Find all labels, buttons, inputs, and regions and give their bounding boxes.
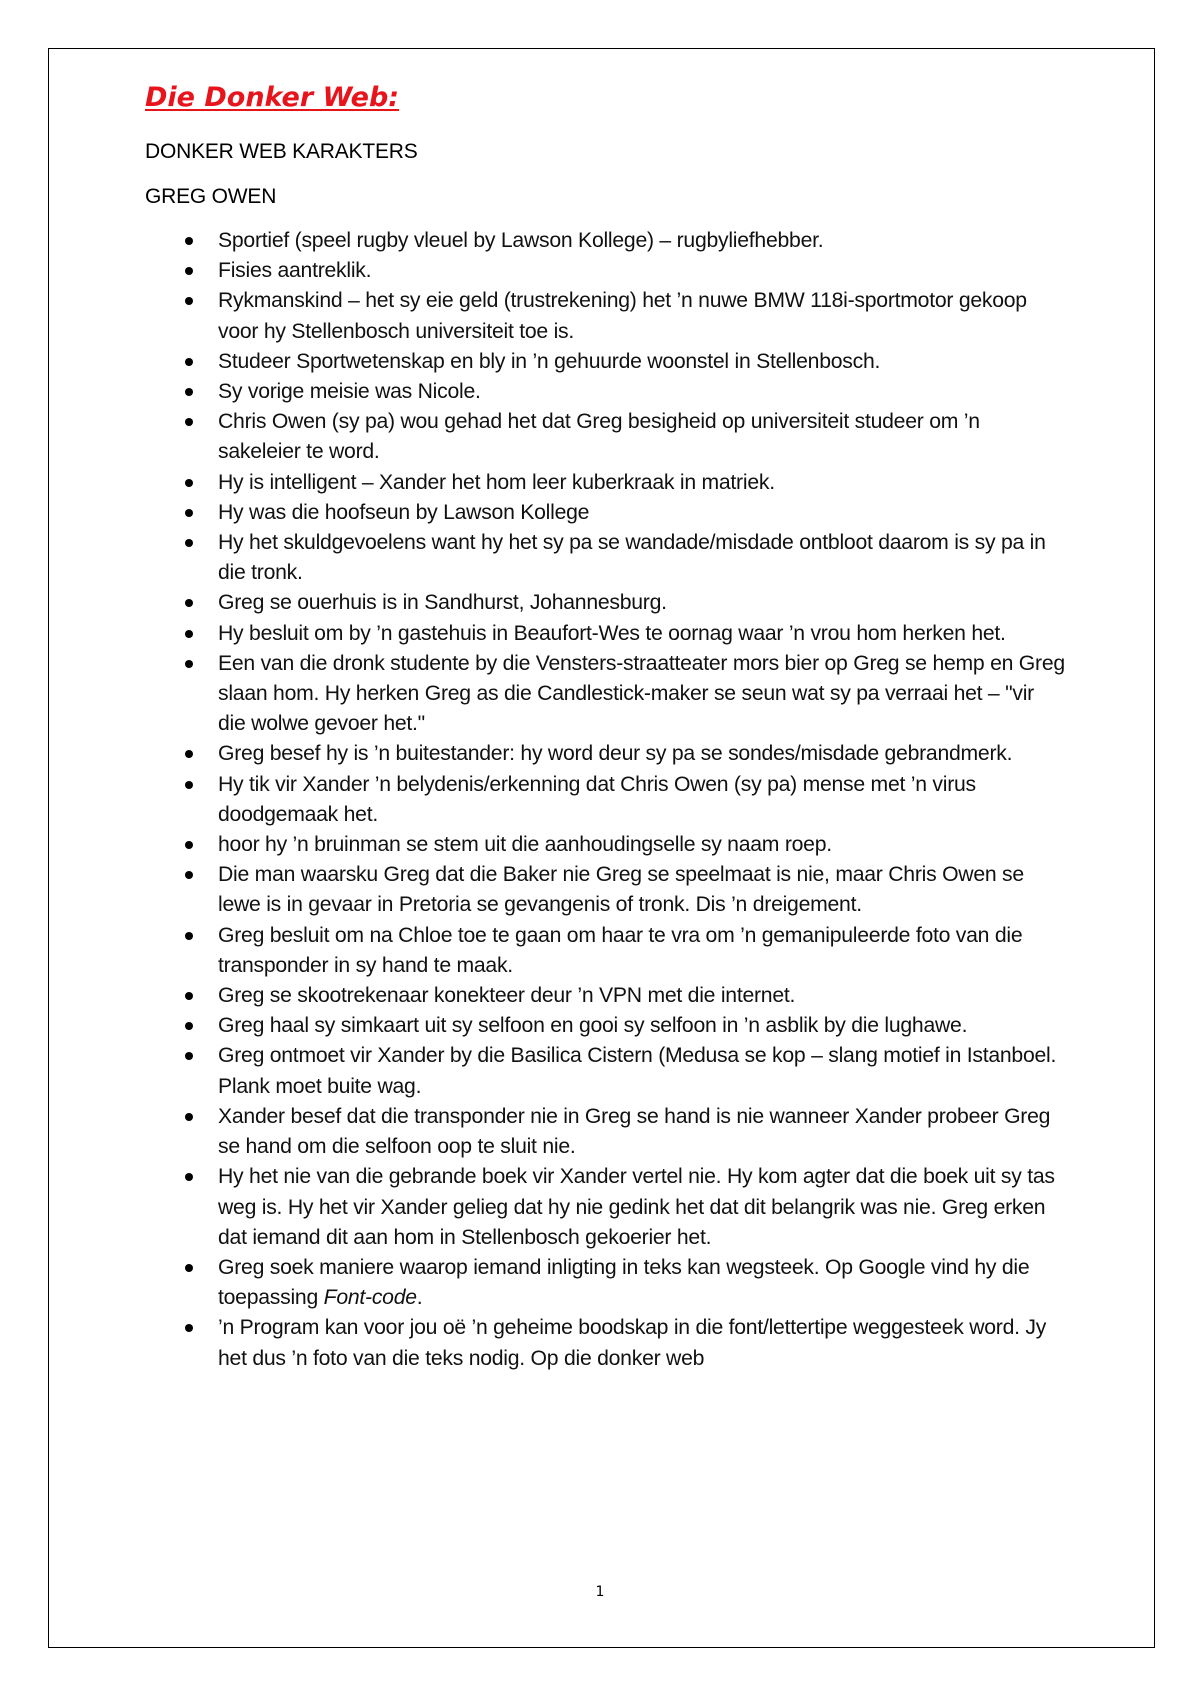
list-item-text: Studeer Sportwetenskap en bly in ’n gehuurde woonstel in Stellenbosch. <box>218 349 881 373</box>
list-item-text: Hy het skuldgevoelens want hy het sy pa se wandade/misdade ontbloot daarom is sy pa in die tronk. <box>218 531 1046 585</box>
list-item-text: Greg soek maniere waarop iemand inligting in teks kan wegsteek. Op Google vind hy die toepassing <box>218 1255 1030 1310</box>
character-facts-list <box>145 226 1065 1374</box>
list-item-text: Hy tik vir Xander ’n belydenis/erkenning dat Chris Owen (sy pa) mense met ’n virus doodgemaak het. <box>218 772 976 826</box>
list-item <box>145 468 1065 498</box>
list-item <box>145 860 1065 920</box>
list-item-text: Greg besluit om na Chloe toe te gaan om haar te vra om ’n gemanipuleerde foto van die transponder in sy hand te maak. <box>218 923 1023 977</box>
list-item <box>145 588 1065 618</box>
list-item <box>145 1011 1065 1041</box>
list-item <box>145 921 1065 981</box>
list-item <box>145 528 1065 588</box>
document-title: Die Donker Web: <box>145 82 400 113</box>
page-number: 1 <box>595 1584 605 1600</box>
section-heading: DONKER WEB KARAKTERS <box>145 140 418 163</box>
list-item <box>145 739 1065 769</box>
list-item-text: Chris Owen (sy pa) wou gehad het dat Greg besigheid op universiteit studeer om ’n sakeleier te word. <box>218 410 980 464</box>
list-item-text: Rykmanskind – het sy eie geld (trustrekening) het ’n nuwe BMW 118i-sportmotor gekoop voor hy Stellenbosch universiteit toe is. <box>218 289 1027 343</box>
document-body <box>145 78 1065 1374</box>
list-item <box>145 347 1065 377</box>
list-item-italic-text: Font-code <box>323 1286 417 1310</box>
list-item <box>145 377 1065 407</box>
list-item <box>145 1313 1065 1373</box>
list-item <box>145 226 1065 256</box>
list-item <box>145 286 1065 346</box>
list-item <box>145 1102 1065 1162</box>
list-item <box>145 407 1065 467</box>
list-item-text-tail: . <box>416 1286 423 1310</box>
list-item-text: Fisies aantreklik. <box>218 259 372 283</box>
list-item-text: Die man waarsku Greg dat die Baker nie Greg se speelmaat is nie, maar Chris Owen se lewe is in gevaar in Pretoria se gevangenis of tronk. Dis ’n dreigement. <box>218 863 1024 917</box>
list-item-text: ’n Program kan voor jou oë ’n geheime boodskap in die font/lettertipe weggesteek word. Jy het dus ’n foto van die teks nodig. Op die donker web <box>218 1316 1047 1370</box>
list-item-text: hoor hy ’n bruinman se stem uit die aanhoudingselle sy naam roep. <box>218 833 832 857</box>
list-item <box>145 770 1065 830</box>
list-item <box>145 498 1065 528</box>
list-item-text: Hy was die hoofseun by Lawson Kollege <box>218 500 590 524</box>
list-item <box>145 256 1065 286</box>
list-item-text: Greg se ouerhuis is in Sandhurst, Johannesburg. <box>218 591 667 615</box>
list-item <box>145 619 1065 649</box>
list-item <box>145 1253 1065 1313</box>
list-item-text: Sy vorige meisie was Nicole. <box>218 380 481 404</box>
list-item <box>145 1162 1065 1253</box>
list-item-text: Xander besef dat die transponder nie in Greg se hand is nie wanneer Xander probeer Greg se hand om die selfoon oop te sluit nie. <box>218 1104 1051 1159</box>
list-item-text: Greg haal sy simkaart uit sy selfoon en gooi sy selfoon in ’n asblik by die lughawe. <box>218 1014 968 1038</box>
character-heading: GREG OWEN <box>145 185 277 208</box>
list-item <box>145 1041 1065 1101</box>
list-item <box>145 981 1065 1011</box>
list-item-text: Sportief (speel rugby vleuel by Lawson Kollege) – rugbyliefhebber. <box>218 229 824 252</box>
list-item-text: Greg se skootrekenaar konekteer deur ’n VPN met die internet. <box>218 984 796 1008</box>
list-item-text: Hy besluit om by ’n gastehuis in Beaufort-Wes te oornag waar ’n vrou hom herken het. <box>218 621 1006 645</box>
list-item-text: Hy is intelligent – Xander het hom leer kuberkraak in matriek. <box>218 470 775 494</box>
list-item-text: Greg ontmoet vir Xander by die Basilica Cistern (Medusa se kop – slang motief in Istanboel. Plank moet buite wag. <box>218 1044 1057 1098</box>
list-item <box>145 830 1065 860</box>
list-item-text: Hy het nie van die gebrande boek vir Xander vertel nie. Hy kom agter dat die boek uit sy tas weg is. Hy het vir Xander gelieg dat hy nie gedink het dat dit belangrik was nie. Greg erken dat iemand dit aan hom in Stellenbosch gekoerier het. <box>218 1165 1055 1249</box>
list-item <box>145 649 1065 740</box>
list-item-text: Greg besef hy is ’n buitestander: hy word deur sy pa se sondes/misdade gebrandmerk. <box>218 742 1013 766</box>
list-item-text: Een van die dronk studente by die Vensters-straatteater mors bier op Greg se hemp en Greg slaan hom. Hy herken Greg as die Candlestick-maker se seun wat sy pa verraai het – "vir die wolwe gevoer het." <box>218 651 1065 736</box>
